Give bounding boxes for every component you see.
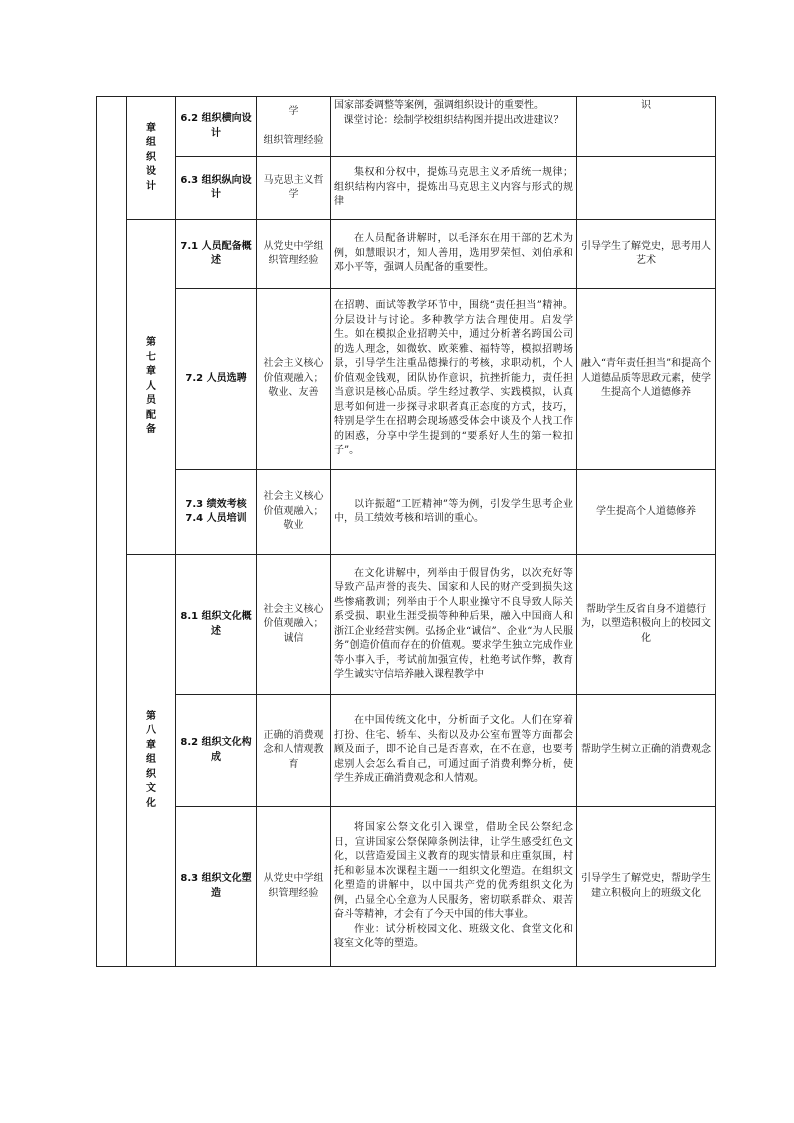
method-paragraph: 在文化讲解中，列举由于假冒伪劣，以次充好等导致产品声誉的丧失、国家和人民的财产受到损失这些惨痛教训；列举由于个人职业操守不良导致人际关系受损、职业生涯受损等种种后果，融入中国商人和浙江企业经营实例。弘扬企业“诚信”、企业“为人民服务”创造价值而存在的价值观。要求学生独立完成作业等小事入手，考试前加强宣传，杜绝考试作弊，教育学生诚实守信培养融入课程教学中 bbox=[334, 567, 573, 680]
section-cell: 8.3 组织文化塑造 bbox=[176, 807, 257, 967]
ideology-element-cell: 正确的消费观念和人情观教育 bbox=[257, 695, 331, 807]
section-cell: 7.1 人员配备概述 bbox=[176, 220, 257, 289]
teaching-method-cell bbox=[331, 289, 577, 470]
table-row bbox=[97, 807, 716, 967]
blank-left-column bbox=[97, 97, 127, 967]
ideology-element-cell: 社会主义核心价值观融入；敬业 bbox=[257, 470, 331, 555]
section-cell: 7.2 人员选聘 bbox=[176, 289, 257, 470]
table-row bbox=[97, 289, 716, 470]
section-cell: 8.1 组织文化概述 bbox=[176, 555, 257, 695]
method-paragraph: 以许振超“工匠精神”等为例，引发学生思考企业中，员工绩效考核和培训的重心。 bbox=[334, 498, 573, 524]
ideology-element-cell: 马克思主义哲学 bbox=[257, 157, 331, 220]
course-ideology-table bbox=[96, 96, 716, 967]
chapter-cell: 章组织设计 bbox=[127, 97, 176, 220]
table-row bbox=[97, 157, 716, 220]
table-row bbox=[97, 470, 716, 555]
section-cell: 6.2 组织横向设计 bbox=[176, 97, 257, 157]
section-cell: 6.3 组织纵向设计 bbox=[176, 157, 257, 220]
goal-cell: 引导学生了解党史，思考用人艺术 bbox=[577, 220, 716, 289]
teaching-method-cell bbox=[331, 220, 577, 289]
ideology-element-cell: 社会主义核心价值观融入；诚信 bbox=[257, 555, 331, 695]
table-row bbox=[97, 97, 716, 157]
method-paragraph: 在招聘、面试等教学环节中，围绕“责任担当”精神。分层设计与讨论。多种教学方法合理使用。启发学生。如在模拟企业招聘关中，通过分析著名跨国公司的选人理念，如微软、欧莱雅、福特等，模拟招聘场景，引导学生注重品德操行的考核，求职动机，个人价值观金钱观，团队协作意识，抗挫折能力，责任担当意识是核心品质。学生经过教学、实践模拟，认真思考如何进一步探寻求职者真正态度的方式，技巧，特别是学生在招聘会现场感受体会中谈及个人找工作的困惑，分享中学生提到的“要系好人生的第一粒扣子”。 bbox=[334, 300, 573, 457]
ideology-element-cell: 从党史中学组织管理经验 bbox=[257, 220, 331, 289]
teaching-method-cell bbox=[331, 807, 577, 967]
section-cell: 8.2 组织文化构成 bbox=[176, 695, 257, 807]
table-row bbox=[97, 220, 716, 289]
ideology-element-cell: 社会主义核心价值观融入；敬业、友善 bbox=[257, 289, 331, 470]
method-paragraph: 作业：试分析校园文化、班级文化、食堂文化和寝室文化等的塑造。 bbox=[334, 923, 573, 950]
table-row bbox=[97, 695, 716, 807]
goal-cell: 帮助学生反省自身不道德行为，以塑造积极向上的校园文化 bbox=[577, 555, 716, 695]
teaching-method-cell bbox=[331, 695, 577, 807]
method-paragraph: 集权和分权中，提炼马克思主义矛盾统一规律；组织结构内容中，提炼出马克思主义内容与形式的规律 bbox=[334, 167, 573, 208]
goal-cell: 学生提高个人道德修养 bbox=[577, 470, 716, 555]
teaching-method-cell bbox=[331, 97, 577, 157]
table-row bbox=[97, 555, 716, 695]
chapter-cell: 第八章组织文化 bbox=[127, 555, 176, 967]
teaching-method-cell bbox=[331, 470, 577, 555]
ideology-element-cell: 学 组织管理经验 bbox=[257, 97, 331, 157]
method-paragraph: 国家部委调整等案例，强调组织设计的重要性。 bbox=[334, 100, 544, 111]
section-cell: 7.3 绩效考核 7.4 人员培训 bbox=[176, 470, 257, 555]
teaching-method-cell bbox=[331, 157, 577, 220]
goal-cell: 识 bbox=[577, 97, 716, 157]
method-paragraph: 在中国传统文化中，分析面子文化。人们在穿着打扮、住宅、轿车、头衔以及办公室布置等方面都会顾及面子，即不论自己是否喜欢，在不在意，也要考虑别人会怎么看自己，可通过面子消费利弊分析，使学生养成正确消费观念和人情观。 bbox=[334, 715, 573, 785]
ideology-element-cell: 从党史中学组织管理经验 bbox=[257, 807, 331, 967]
goal-cell: 帮助学生树立正确的消费观念 bbox=[577, 695, 716, 807]
goal-cell: 引导学生了解党史，帮助学生建立积极向上的班级文化 bbox=[577, 807, 716, 967]
method-paragraph: 将国家公祭文化引入课堂，借助全民公祭纪念日，宣讲国家公祭保障条例法律，让学生感受红色文化，以营造爱国主义教育的现实情景和庄重氛围，村托和彰显本次课程主题一一组织文化塑造。在组织文化塑造的讲解中，以中国共产党的优秀组织文化为例，凸显全心全意为人民服务，密切联系群众、艰苦奋斗等精神，才会有了今天中国的伟大事业。 bbox=[334, 822, 573, 921]
goal-cell bbox=[577, 157, 716, 220]
method-paragraph: 在人员配备讲解时，以毛泽东在用干部的艺术为例，如慧眼识才，知人善用，选用罗荣恒、刘伯承和邓小平等，强调人员配备的重要性。 bbox=[334, 233, 573, 274]
teaching-method-cell bbox=[331, 555, 577, 695]
method-paragraph: 课堂讨论：绘制学校组织结构图并提出改进建议？ bbox=[343, 114, 564, 126]
goal-cell: 融入“青年责任担当”和提高个人道德品质等思政元素，使学生提高个人道德修养 bbox=[577, 289, 716, 470]
chapter-cell: 第七章人员配备 bbox=[127, 220, 176, 555]
